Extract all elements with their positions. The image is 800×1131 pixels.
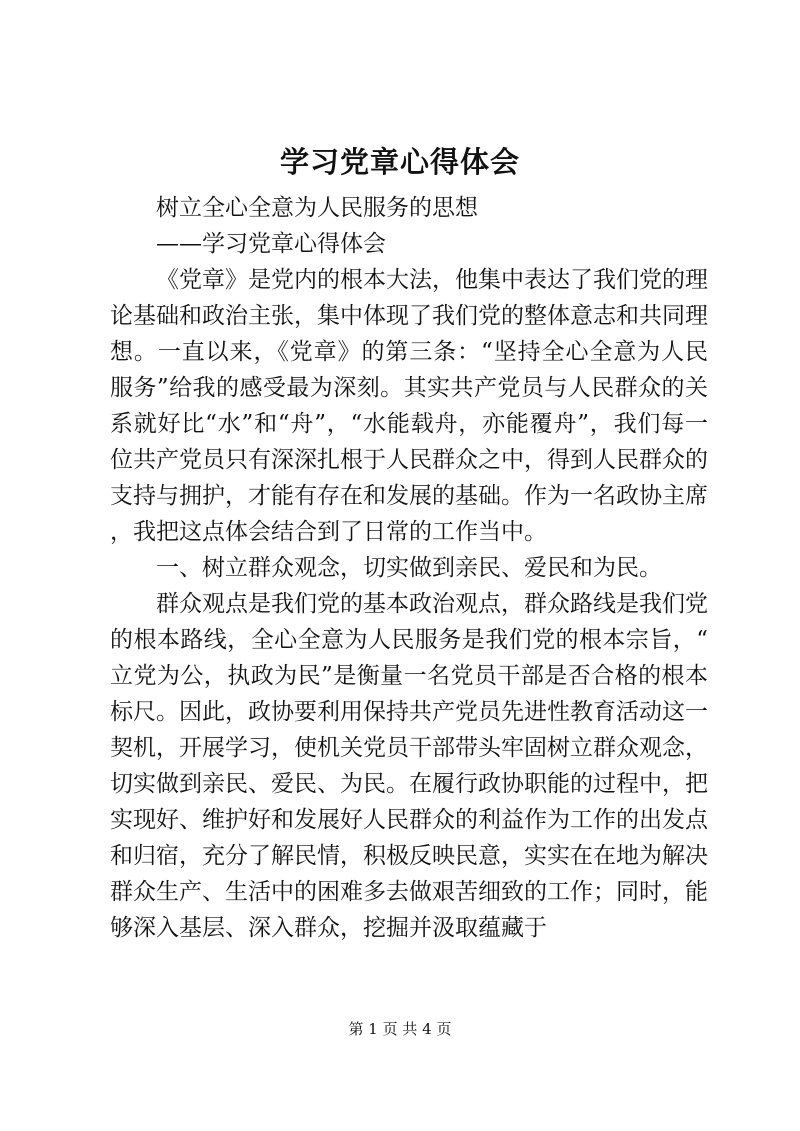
section-heading: 一、树立群众观念，切实做到亲民、爱民和为民。 (156, 555, 662, 581)
body-paragraph: 《党章》是党内的根本大法，他集中表达了我们党的理论基础和政治主张，集中体现了我们党的整体意志和共同理想。一直以来，《党章》的第三条：“坚持全心全意为人民服务”给我的感受最为深刻。其实共产党员与人民群众的关系就好比“水”和“舟”，“水能载舟，亦能覆舟”，我们每一位共产党员只有深深扎根于人民群众之中，得到人民群众的支持与拥护，才能有存在和发展的基础。作为一名政协主席，我把这点体会结合到了日常的工作当中。 (110, 267, 708, 545)
subtitle-subline: ——学习党章心得体会 (156, 231, 386, 257)
body-paragraph: 群众观点是我们党的基本政治观点，群众路线是我们党的根本路线，全心全意为人民服务是我们党的根本宗旨，“立党为公，执政为民”是衡量一名党员干部是否合格的根本标尺。因此，政协要利用保持共产党员先进性教育活动这一契机，开展学习，使机关党员干部带头牢固树立群众观念，切实做到亲民、爱民、为民。在履行政协职能的过程中，把实现好、维护好和发展好人民群众的利益作为工作的出发点和归宿，充分了解民情，积极反映民意，实实在在地为解决群众生产、生活中的困难多去做艰苦细致的工作；同时，能够深入基层、深入群众，挖掘并汲取蕴藏于 (110, 591, 708, 941)
document-body (110, 190, 708, 946)
document-title: 学习党章心得体会 (279, 145, 520, 179)
subtitle-line: 树立全心全意为人民服务的思想 (156, 195, 478, 221)
page-footer: 第 1 页 共 4 页 (348, 1020, 452, 1038)
